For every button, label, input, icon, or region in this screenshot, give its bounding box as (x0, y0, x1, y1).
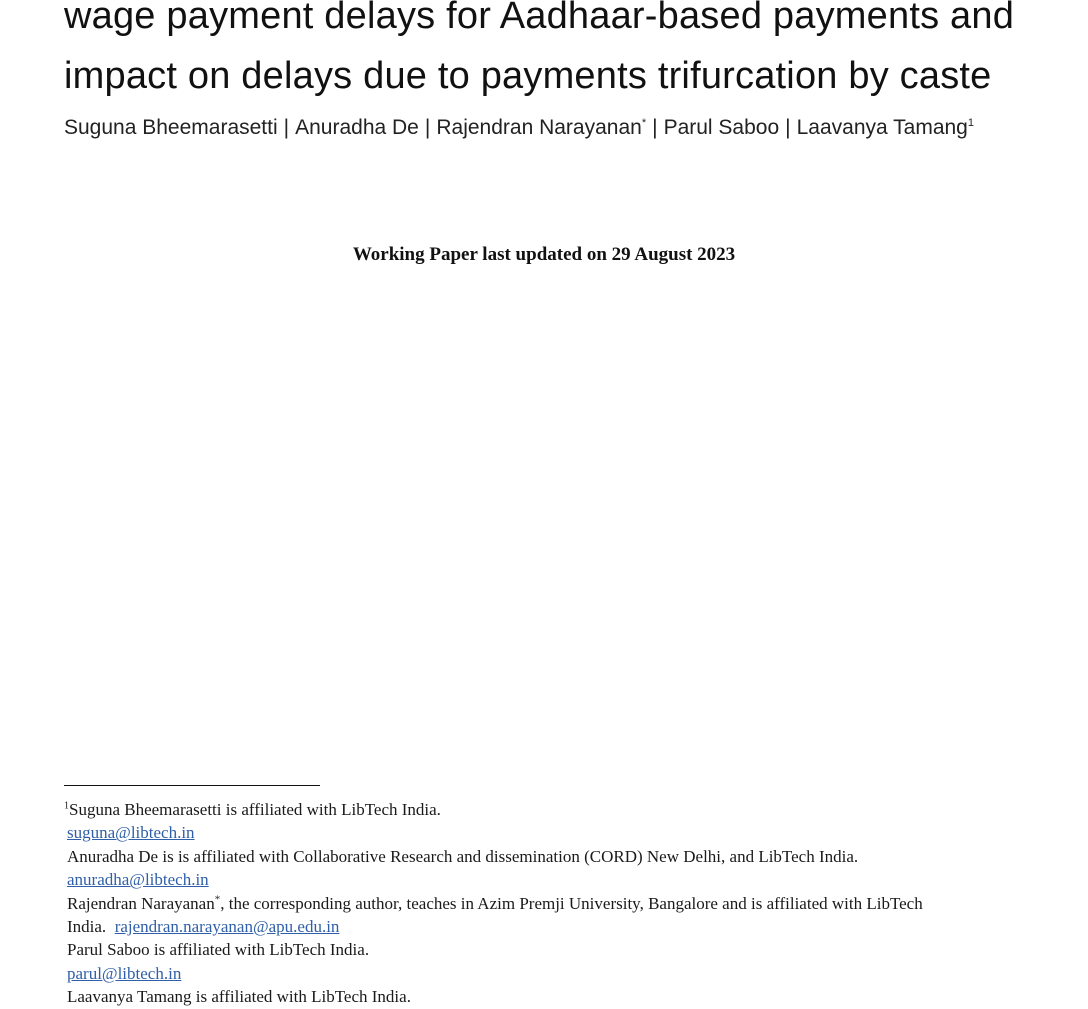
email-link-parul[interactable]: parul@libtech.in (67, 963, 182, 983)
footnote-suguna (64, 798, 1024, 821)
footnote-marker: 1 (64, 800, 69, 812)
author-name: Rajendran Narayanan (436, 116, 642, 139)
footnote-anuradha: Anuradha De is is affiliated with Collaborative Research and dissemination (CORD) New Delhi, and LibTech India. (67, 846, 859, 866)
footnote-parul: Parul Saboo is affiliated with LibTech India. (67, 940, 370, 960)
email-link-rajendran[interactable]: rajendran.narayanan@apu.edu.in (114, 917, 340, 937)
footnotes (64, 798, 1024, 1009)
author-separator: | (424, 116, 431, 139)
footnote-text: , the corresponding author, teaches in Azim Premji University, Bangalore and is affiliated with LibTech (220, 893, 923, 913)
footnote-name: Rajendran Narayanan (67, 893, 215, 913)
corresponding-author-mark: * (641, 117, 647, 129)
email-link-suguna[interactable]: suguna@libtech.in (67, 823, 195, 843)
author-name: Suguna Bheemarasetti (64, 116, 278, 139)
title-line-1: wage payment delays for Aadhaar-based payments and (64, 0, 1015, 37)
footnote-text: Suguna Bheemarasetti is affiliated with LibTech India. (69, 800, 441, 819)
footnote-text: India. (67, 917, 107, 937)
footnote-email-line (64, 962, 1024, 985)
footnote-email-line (64, 821, 1024, 844)
corresponding-author-mark: * (214, 892, 221, 905)
footnote-email-line (64, 868, 1024, 891)
author-name: Laavanya Tamang (796, 116, 968, 139)
footnote-mark: 1 (967, 117, 974, 129)
footnote-rajendran-cont (64, 915, 1024, 938)
author-list (64, 116, 974, 140)
author-separator: | (652, 116, 658, 139)
author-name: Parul Saboo (663, 116, 780, 139)
footnote-rajendran (64, 892, 1024, 915)
author-separator: | (283, 116, 290, 139)
author-separator: | (785, 116, 791, 139)
footnote-laavanya: Laavanya Tamang is affiliated with LibTech India. (67, 987, 411, 1007)
author-name: Anuradha De (295, 116, 419, 139)
paper-title (64, 0, 1054, 106)
footnote-divider (64, 785, 320, 786)
working-paper-date: Working Paper last updated on 29 August 2023 (352, 244, 736, 265)
title-line-2: impact on delays due to payments trifurcation by caste (64, 55, 992, 97)
email-link-anuradha[interactable]: anuradha@libtech.in (67, 870, 209, 890)
